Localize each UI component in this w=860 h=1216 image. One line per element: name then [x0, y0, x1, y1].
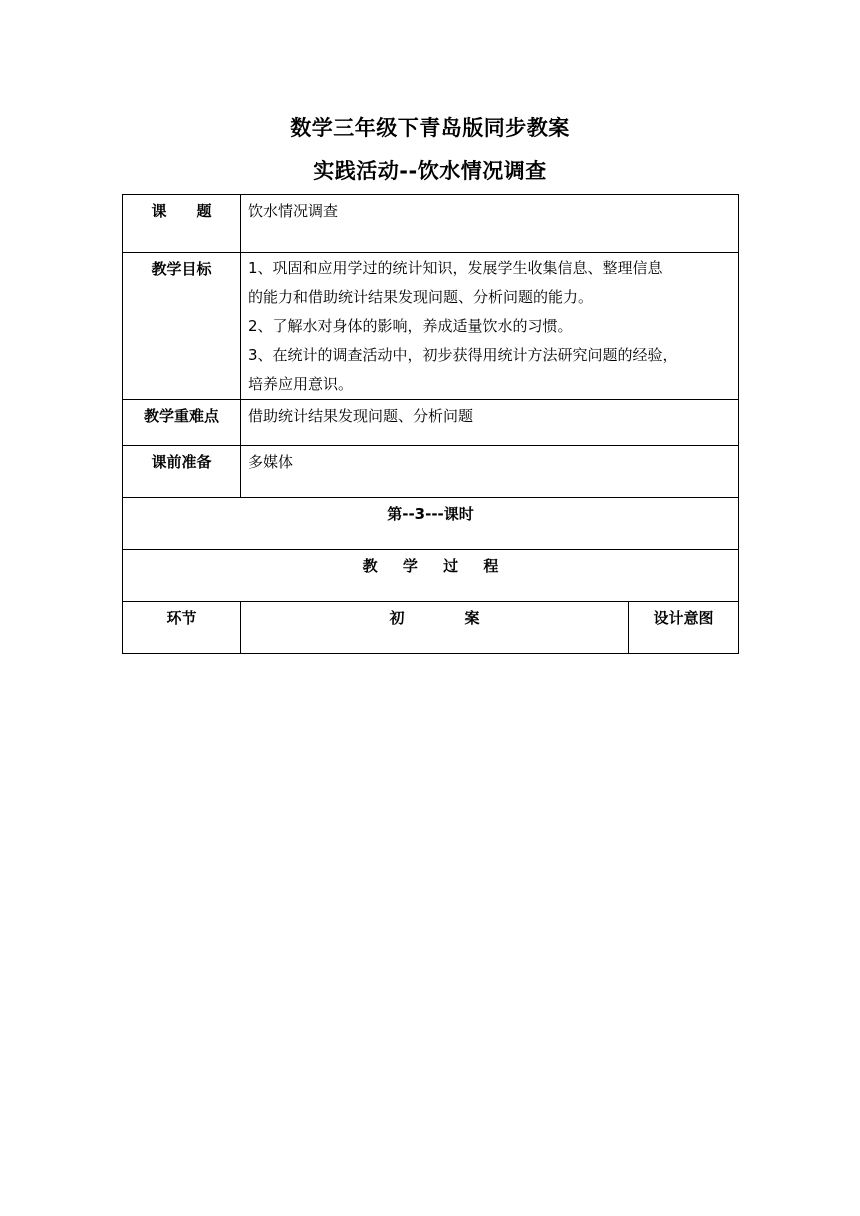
key-points-label: 教学重难点: [123, 400, 241, 446]
lesson-period: 第--3---课时: [123, 498, 739, 550]
goal-line: 1、巩固和应用学过的统计知识，发展学生收集信息、整理信息: [248, 259, 663, 277]
document-title: 数学三年级下青岛版同步教案: [290, 116, 570, 140]
goals-value: [241, 253, 739, 400]
row-lesson: [123, 498, 739, 550]
process-heading-text: 教 学 过 程: [362, 557, 509, 575]
goals-label: 教学目标: [123, 253, 241, 400]
row-preparation: [123, 446, 739, 498]
lesson-plan-table: [122, 194, 739, 654]
goal-line: 2、了解水对身体的影响，养成适量饮水的习惯。: [248, 317, 573, 335]
goal-line: 培养应用意识。: [248, 375, 354, 393]
row-key-points: [123, 400, 739, 446]
key-points-value: 借助统计结果发现问题、分析问题: [241, 400, 739, 446]
goal-line: 的能力和借助统计结果发现问题、分析问题的能力。: [248, 288, 594, 306]
row-topic: [123, 195, 739, 253]
goal-line: 3、在统计的调查活动中，初步获得用统计方法研究问题的经验，: [248, 346, 678, 364]
row-process: [123, 550, 739, 602]
row-columns: [123, 602, 739, 654]
document-subtitle: 实践活动--饮水情况调查: [313, 159, 547, 183]
topic-label: 课 题: [123, 195, 241, 253]
process-heading: [123, 550, 739, 602]
column-stage: 环节: [123, 602, 241, 654]
row-goals: [123, 253, 739, 400]
topic-value: 饮水情况调查: [241, 195, 739, 253]
preparation-value: 多媒体: [241, 446, 739, 498]
column-intent: 设计意图: [629, 602, 739, 654]
preparation-label: 课前准备: [123, 446, 241, 498]
column-draft: 初 案: [241, 602, 629, 654]
